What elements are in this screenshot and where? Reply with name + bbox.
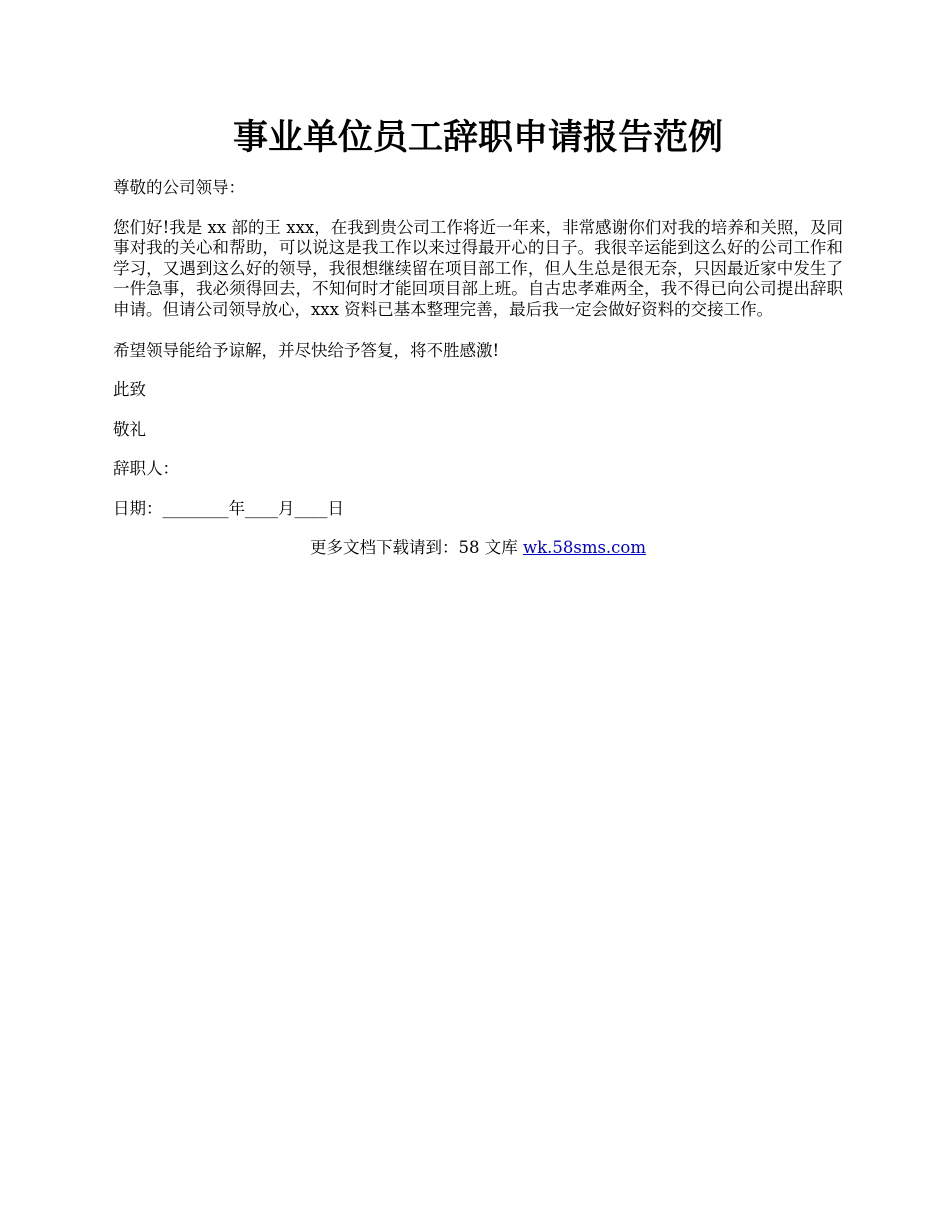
- regards-line-1: 此致: [113, 380, 146, 400]
- document-page: [113, 108, 843, 559]
- footer-link[interactable]: wk.58sms.com: [522, 537, 646, 557]
- salutation: 尊敬的公司领导：: [113, 178, 245, 197]
- date-line: 日期：________年____月____日: [113, 498, 344, 518]
- document-title: 事业单位员工辞职申请报告范例: [232, 117, 723, 158]
- regards-line-2: 敬礼: [113, 419, 146, 439]
- footer-line: [113, 537, 843, 559]
- footer-prefix: 更多文档下载请到：58 文库: [309, 537, 523, 557]
- closing-request: 希望领导能给予谅解，并尽快给予答复，将不胜感激!: [113, 340, 500, 360]
- body-paragraph: 您们好!我是 xx 部的王 xxx，在我到贵公司工作将近一年来，非常感谢你们对我的培养和关照，及同事对我的关心和帮助，可以说这是我工作以来过得最开心的日子。我很辛运能到这么好的公司工作和学习，又遇到这么好的领导，我很想继续留在项目部工作，但人生总是很无奈，只因最近家中发生了一件急事，我必须得回去，不知何时才能回项目部上班。自古忠孝难两全，我不得已向公司提出辞职申请。但请公司领导放心，xxx 资料已基本整理完善，最后我一定会做好资料的交接工作。: [113, 217, 843, 319]
- signature-label: 辞职人：: [113, 459, 179, 479]
